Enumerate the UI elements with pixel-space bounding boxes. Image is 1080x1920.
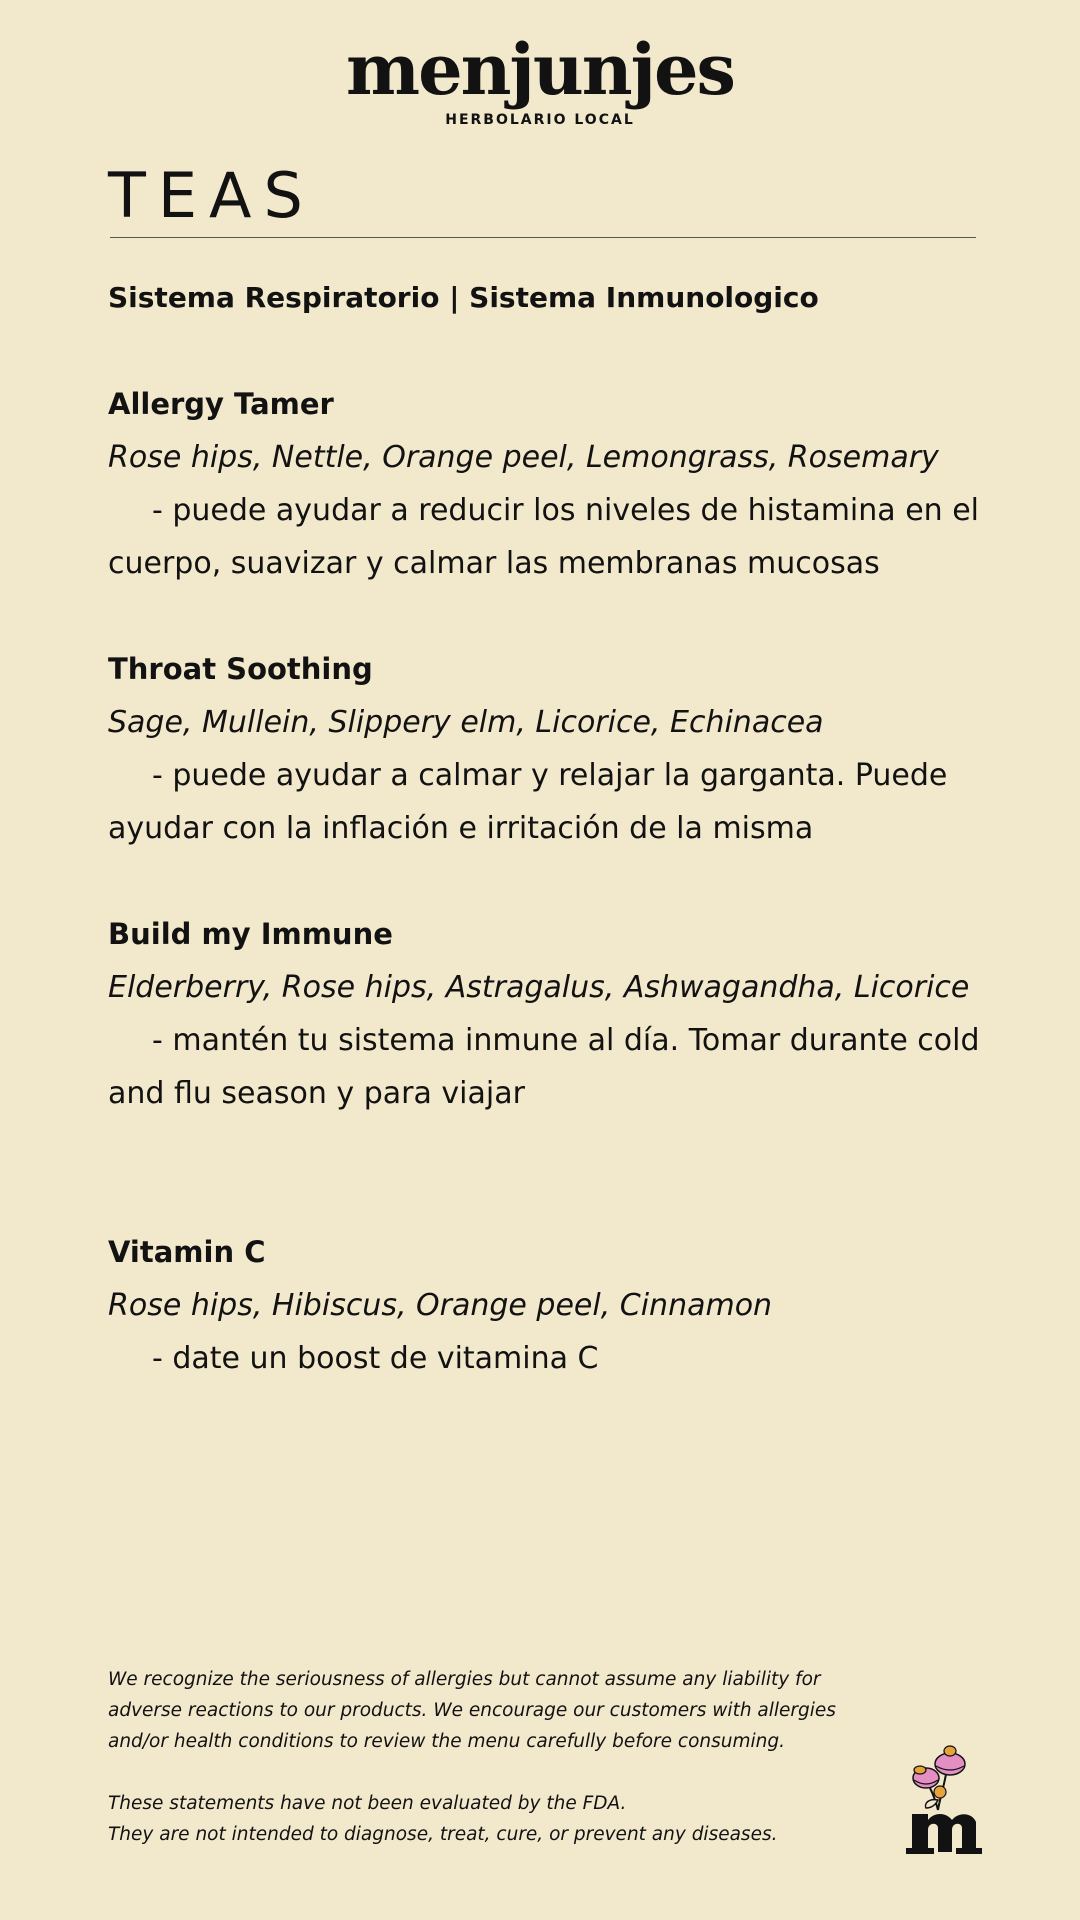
tea-ingredients: Rose hips, Hibiscus, Orange peel, Cinnamon [108,1288,773,1323]
tea-description: - mantén tu sistema inmune al día. Tomar durante cold and flu season y para viajar [108,1023,980,1111]
logo-mark-icon [900,1740,1020,1860]
brand-header [0,28,1080,128]
tea-name: Vitamin C [108,1235,266,1269]
tea-item-throat-soothing [108,643,988,855]
divider [110,237,976,238]
tea-ingredients: Elderberry, Rose hips, Astragalus, Ashwagandha, Licorice [108,970,970,1005]
fda-disclaimer-line-1: These statements have not been evaluated by the FDA. [108,1793,627,1814]
fda-disclaimer-line-2: They are not intended to diagnose, treat, cure, or prevent any diseases. [108,1824,778,1845]
allergy-disclaimer: We recognize the seriousness of allergies but cannot assume any liability for adverse reactions to our products. We encourage our customers with allergies and/or health conditions to review the menu carefully before consuming. [108,1669,836,1752]
fda-disclaimer [108,1788,888,1850]
tea-ingredients: Rose hips, Nettle, Orange peel, Lemongrass, Rosemary [108,440,939,475]
tea-name: Throat Soothing [108,652,373,686]
tea-item-allergy-tamer [108,378,988,590]
brand-tagline: HERBOLARIO LOCAL [445,112,635,128]
tea-description: - puede ayudar a calmar y relajar la garganta. Puede ayudar con la inflación e irritación de la misma [108,758,948,846]
tea-description: - puede ayudar a reducir los niveles de histamina en el cuerpo, suavizar y calmar las membranas mucosas [108,493,979,581]
tea-item-vitamin-c [108,1226,988,1385]
tea-name: Build my Immune [108,917,393,951]
tea-name: Allergy Tamer [108,387,334,421]
tea-item-build-my-immune [108,908,988,1120]
section-subtitle: Sistema Respiratorio | Sistema Inmunologico [108,281,819,314]
section-title: TEAS [108,159,315,232]
brand-name: menjunjes [346,28,734,111]
tea-ingredients: Sage, Mullein, Slippery elm, Licorice, Echinacea [108,705,824,740]
tea-description: - date un boost de vitamina C [152,1341,599,1376]
